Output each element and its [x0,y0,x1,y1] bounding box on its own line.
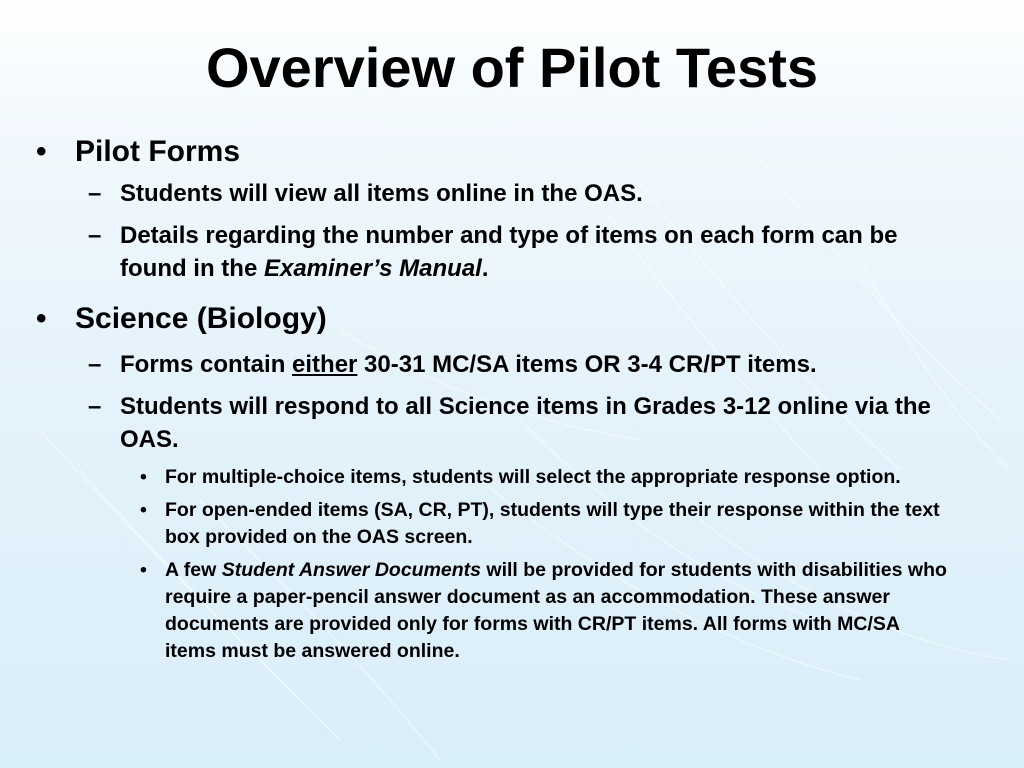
bullet-science-biology [0,299,1024,339]
bullet-marker: • [140,499,147,521]
subbullet-forms-contain [0,348,1024,381]
subbullet-details-manual [0,219,1024,285]
dash-marker: – [88,180,102,207]
subbullet-respond-online [0,390,1024,456]
bullet-marker: • [36,135,47,168]
underlined-either: either [292,351,358,378]
bullet-marker: • [36,302,47,335]
slide-body [0,132,1024,665]
dash-marker: – [88,393,102,420]
subbullet-text-end: . [481,255,489,282]
subbullet-text: Students will respond to all Science items in Grades 3-12 online via the OAS. [120,393,931,453]
subbullet-text-end: 30-31 MC/SA items OR 3-4 CR/PT items. [357,351,817,378]
dash-marker: – [88,351,102,378]
subbullet-text: Forms contain [120,351,293,378]
bullet-marker: • [140,466,147,488]
subsubbullet-answer-documents [0,557,1024,665]
subsubbullet-multiple-choice [0,464,1024,491]
section-heading: Science (Biology) [75,302,327,335]
subsubbullet-text-end: will be provided for students with disabilities who require a paper-pencil answer document as an accommodation. These answer documents are provided only for forms with CR/PT items. All forms with MC/SA items must be answered online. [165,559,947,662]
dash-marker: – [88,222,102,249]
slide-title: Overview of Pilot Tests [205,36,819,99]
subsubbullet-text: For open-ended items (SA, CR, PT), students will type their response within the text box provided on the OAS screen. [165,499,940,548]
subbullet-text: Details regarding the number and type of items on each form can be found in the [120,222,898,282]
section-heading: Pilot Forms [75,135,241,168]
examiners-manual-title: Examiner’s Manual [263,255,482,282]
subsubbullet-text: For multiple-choice items, students will select the appropriate response option. [165,466,901,488]
subbullet-text: Students will view all items online in the OAS. [120,180,643,207]
bullet-marker: • [140,559,147,581]
subsubbullet-open-ended [0,497,1024,551]
student-answer-documents-title: Student Answer Documents [221,559,482,581]
subbullet-view-online [0,177,1024,210]
subsubbullet-text: A few [165,559,222,581]
bullet-pilot-forms [0,132,1024,172]
